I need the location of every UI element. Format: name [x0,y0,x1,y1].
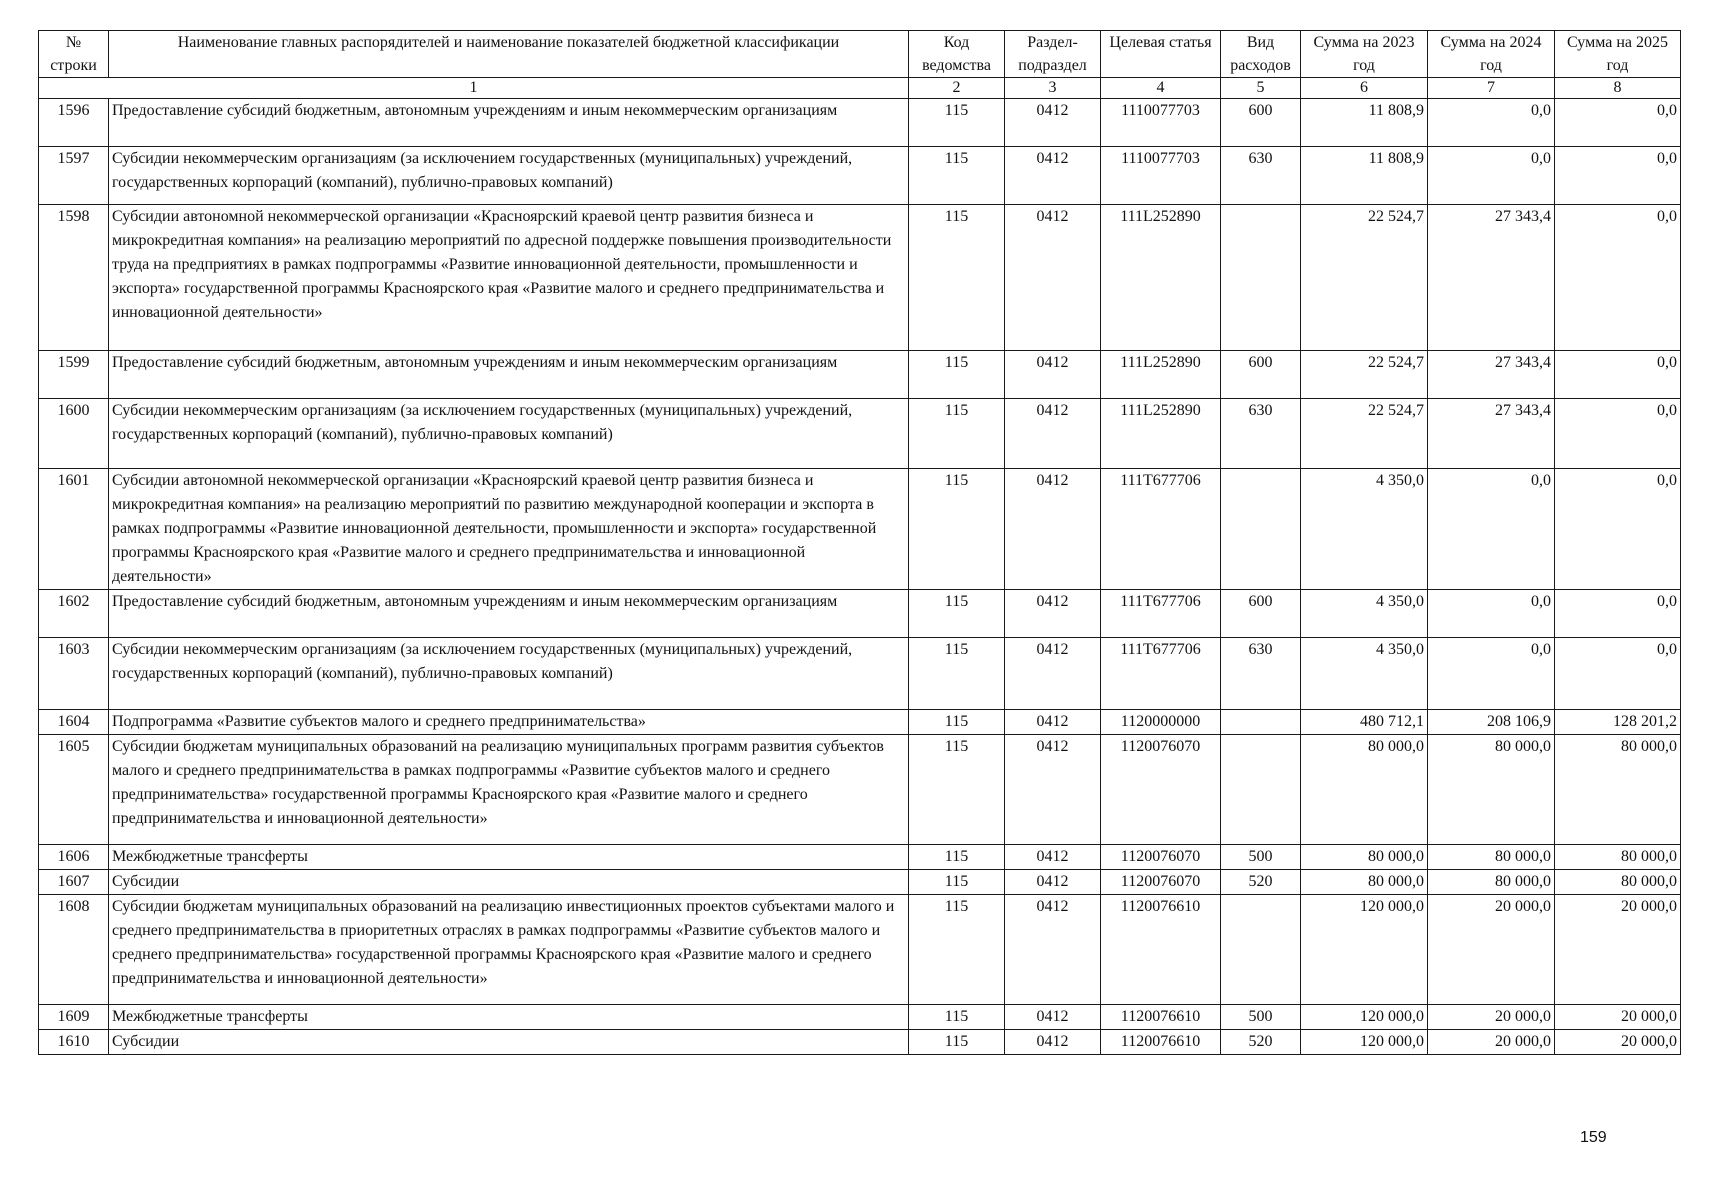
header-code: Код ведомства [909,31,1005,78]
amount-2025: 0,0 [1555,99,1681,147]
section-code: 0412 [1005,469,1101,590]
amount-2024: 80 000,0 [1428,845,1555,870]
header-kind: Вид расходов [1221,31,1301,78]
amount-2024: 27 343,4 [1428,399,1555,469]
department-code: 115 [909,590,1005,638]
amount-2025: 0,0 [1555,351,1681,399]
budget-table [38,30,1681,1055]
amount-2023: 4 350,0 [1301,590,1428,638]
target-article: 1120076610 [1101,1005,1221,1030]
amount-2024: 20 000,0 [1428,895,1555,1005]
department-code: 115 [909,1005,1005,1030]
department-code: 115 [909,710,1005,735]
expense-kind: 600 [1221,590,1301,638]
target-article: 1120076070 [1101,845,1221,870]
row-number: 1598 [39,205,109,351]
header-no: № строки [39,31,109,78]
amount-2023: 22 524,7 [1301,399,1428,469]
row-number: 1600 [39,399,109,469]
section-code: 0412 [1005,590,1101,638]
table-row [39,1030,1681,1055]
department-code: 115 [909,469,1005,590]
amount-2023: 120 000,0 [1301,895,1428,1005]
amount-2023: 4 350,0 [1301,638,1428,710]
amount-2024: 27 343,4 [1428,205,1555,351]
expense-kind [1221,205,1301,351]
expense-kind: 630 [1221,147,1301,205]
section-code: 0412 [1005,638,1101,710]
row-number: 1603 [39,638,109,710]
target-article: 1110077703 [1101,99,1221,147]
department-code: 115 [909,1030,1005,1055]
header-row [39,31,1681,78]
expense-kind: 600 [1221,99,1301,147]
section-code: 0412 [1005,895,1101,1005]
row-number: 1601 [39,469,109,590]
row-name: Субсидии автономной некоммерческой организации «Красноярский краевой центр развития бизнеса и микрокредитная компания» на реализацию мероприятий по адресной поддержке повышения производительности труда на предприятиях в рамках подпрограммы «Развитие инновационной деятельности, промышленности и экспорта» государственной программы Красноярского края «Развитие малого и среднего предпринимательства и инновационной деятельности» [109,205,909,351]
amount-2023: 11 808,9 [1301,147,1428,205]
department-code: 115 [909,870,1005,895]
table-row [39,638,1681,710]
amount-2023: 11 808,9 [1301,99,1428,147]
target-article: 111T677706 [1101,638,1221,710]
amount-2025: 0,0 [1555,469,1681,590]
target-article: 1120076610 [1101,895,1221,1005]
expense-kind: 630 [1221,638,1301,710]
department-code: 115 [909,351,1005,399]
section-code: 0412 [1005,1030,1101,1055]
amount-2023: 22 524,7 [1301,205,1428,351]
amount-2024: 80 000,0 [1428,870,1555,895]
department-code: 115 [909,147,1005,205]
table-row [39,590,1681,638]
row-name: Предоставление субсидий бюджетным, автономным учреждениям и иным некоммерческим организациям [109,351,909,399]
target-article: 1120000000 [1101,710,1221,735]
row-number: 1602 [39,590,109,638]
department-code: 115 [909,399,1005,469]
column-number: 8 [1555,78,1681,99]
amount-2024: 0,0 [1428,99,1555,147]
expense-kind: 500 [1221,1005,1301,1030]
amount-2023: 22 524,7 [1301,351,1428,399]
header-sum-2025: Сумма на 2025 год [1555,31,1681,78]
amount-2024: 0,0 [1428,469,1555,590]
target-article: 111T677706 [1101,590,1221,638]
department-code: 115 [909,638,1005,710]
amount-2025: 80 000,0 [1555,735,1681,845]
table-row [39,399,1681,469]
header-target: Целевая статья [1101,31,1221,78]
department-code: 115 [909,845,1005,870]
expense-kind [1221,895,1301,1005]
section-code: 0412 [1005,870,1101,895]
expense-kind: 630 [1221,399,1301,469]
amount-2025: 0,0 [1555,205,1681,351]
section-code: 0412 [1005,399,1101,469]
table-row [39,735,1681,845]
table-row [39,469,1681,590]
page-number: 159 [1580,1129,1607,1146]
department-code: 115 [909,895,1005,1005]
target-article: 111L252890 [1101,351,1221,399]
amount-2025: 20 000,0 [1555,1030,1681,1055]
column-number: 5 [1221,78,1301,99]
expense-kind: 520 [1221,1030,1301,1055]
header-name: Наименование главных распорядителей и наименование показателей бюджетной классификации [109,31,909,78]
header-sum-2024: Сумма на 2024 год [1428,31,1555,78]
amount-2024: 20 000,0 [1428,1030,1555,1055]
amount-2024: 0,0 [1428,638,1555,710]
expense-kind [1221,469,1301,590]
amount-2025: 0,0 [1555,638,1681,710]
row-name: Субсидии бюджетам муниципальных образований на реализацию инвестиционных проектов субъектами малого и среднего предпринимательства в приоритетных отраслях в рамках подпрограммы «Развитие субъектов малого и среднего предпринимательства» государственной программы Красноярского края «Развитие малого и среднего предпринимательства и инновационной деятельности» [109,895,909,1005]
row-number: 1608 [39,895,109,1005]
target-article: 111T677706 [1101,469,1221,590]
amount-2024: 80 000,0 [1428,735,1555,845]
target-article: 1120076070 [1101,735,1221,845]
column-number-row [39,78,1681,99]
target-article: 1120076610 [1101,1030,1221,1055]
row-name: Субсидии некоммерческим организациям (за исключением государственных (муниципальных) учреждений, государственных корпораций (компаний), публично-правовых компаний) [109,399,909,469]
column-number: 7 [1428,78,1555,99]
amount-2025: 0,0 [1555,399,1681,469]
amount-2023: 120 000,0 [1301,1030,1428,1055]
amount-2025: 80 000,0 [1555,870,1681,895]
expense-kind [1221,710,1301,735]
table-row [39,99,1681,147]
row-number: 1610 [39,1030,109,1055]
expense-kind: 500 [1221,845,1301,870]
target-article: 111L252890 [1101,399,1221,469]
row-number: 1607 [39,870,109,895]
amount-2025: 20 000,0 [1555,1005,1681,1030]
amount-2023: 480 712,1 [1301,710,1428,735]
department-code: 115 [909,99,1005,147]
amount-2024: 0,0 [1428,590,1555,638]
header-sum-2023: Сумма на 2023 год [1301,31,1428,78]
row-number: 1605 [39,735,109,845]
section-code: 0412 [1005,99,1101,147]
amount-2024: 208 106,9 [1428,710,1555,735]
amount-2023: 80 000,0 [1301,845,1428,870]
amount-2023: 80 000,0 [1301,735,1428,845]
department-code: 115 [909,205,1005,351]
row-number: 1604 [39,710,109,735]
row-name: Субсидии некоммерческим организациям (за исключением государственных (муниципальных) учреждений, государственных корпораций (компаний), публично-правовых компаний) [109,147,909,205]
section-code: 0412 [1005,205,1101,351]
row-name: Субсидии [109,1030,909,1055]
row-number: 1596 [39,99,109,147]
target-article: 1110077703 [1101,147,1221,205]
column-number: 1 [39,78,909,99]
department-code: 115 [909,735,1005,845]
amount-2024: 0,0 [1428,147,1555,205]
amount-2024: 20 000,0 [1428,1005,1555,1030]
column-number: 4 [1101,78,1221,99]
expense-kind: 600 [1221,351,1301,399]
column-number: 6 [1301,78,1428,99]
table-row [39,895,1681,1005]
section-code: 0412 [1005,735,1101,845]
table-row [39,1005,1681,1030]
section-code: 0412 [1005,351,1101,399]
section-code: 0412 [1005,845,1101,870]
target-article: 1120076070 [1101,870,1221,895]
row-number: 1597 [39,147,109,205]
row-name: Межбюджетные трансферты [109,845,909,870]
row-name: Субсидии некоммерческим организациям (за исключением государственных (муниципальных) учреждений, государственных корпораций (компаний), публично-правовых компаний) [109,638,909,710]
amount-2025: 0,0 [1555,590,1681,638]
table-row [39,205,1681,351]
expense-kind: 520 [1221,870,1301,895]
amount-2025: 0,0 [1555,147,1681,205]
row-name: Субсидии [109,870,909,895]
amount-2025: 20 000,0 [1555,895,1681,1005]
section-code: 0412 [1005,147,1101,205]
row-name: Предоставление субсидий бюджетным, автономным учреждениям и иным некоммерческим организациям [109,590,909,638]
row-name: Подпрограмма «Развитие субъектов малого и среднего предпринимательства» [109,710,909,735]
row-name: Субсидии автономной некоммерческой организации «Красноярский краевой центр развития бизнеса и микрокредитная компания» на реализацию мероприятий по развитию международной кооперации и экспорта в рамках подпрограммы «Развитие инновационной деятельности, промышленности и экспорта» государственной программы Красноярского края «Развитие малого и среднего предпринимательства и инновационной деятельности» [109,469,909,590]
table-row [39,870,1681,895]
amount-2024: 27 343,4 [1428,351,1555,399]
section-code: 0412 [1005,1005,1101,1030]
table-row [39,147,1681,205]
row-name: Межбюджетные трансферты [109,1005,909,1030]
expense-kind [1221,735,1301,845]
table-row [39,351,1681,399]
amount-2023: 4 350,0 [1301,469,1428,590]
table-row [39,845,1681,870]
row-number: 1599 [39,351,109,399]
row-number: 1606 [39,845,109,870]
target-article: 111L252890 [1101,205,1221,351]
table-row [39,710,1681,735]
row-name: Предоставление субсидий бюджетным, автономным учреждениям и иным некоммерческим организациям [109,99,909,147]
header-section: Раздел-подраздел [1005,31,1101,78]
row-name: Субсидии бюджетам муниципальных образований на реализацию муниципальных программ развития субъектов малого и среднего предпринимательства в рамках подпрограммы «Развитие субъектов малого и среднего предпринимательства» государственной программы Красноярского края «Развитие малого и среднего предпринимательства и инновационной деятельности» [109,735,909,845]
column-number: 2 [909,78,1005,99]
amount-2023: 120 000,0 [1301,1005,1428,1030]
row-number: 1609 [39,1005,109,1030]
table-body [39,99,1681,1055]
column-number: 3 [1005,78,1101,99]
amount-2025: 128 201,2 [1555,710,1681,735]
section-code: 0412 [1005,710,1101,735]
amount-2025: 80 000,0 [1555,845,1681,870]
amount-2023: 80 000,0 [1301,870,1428,895]
